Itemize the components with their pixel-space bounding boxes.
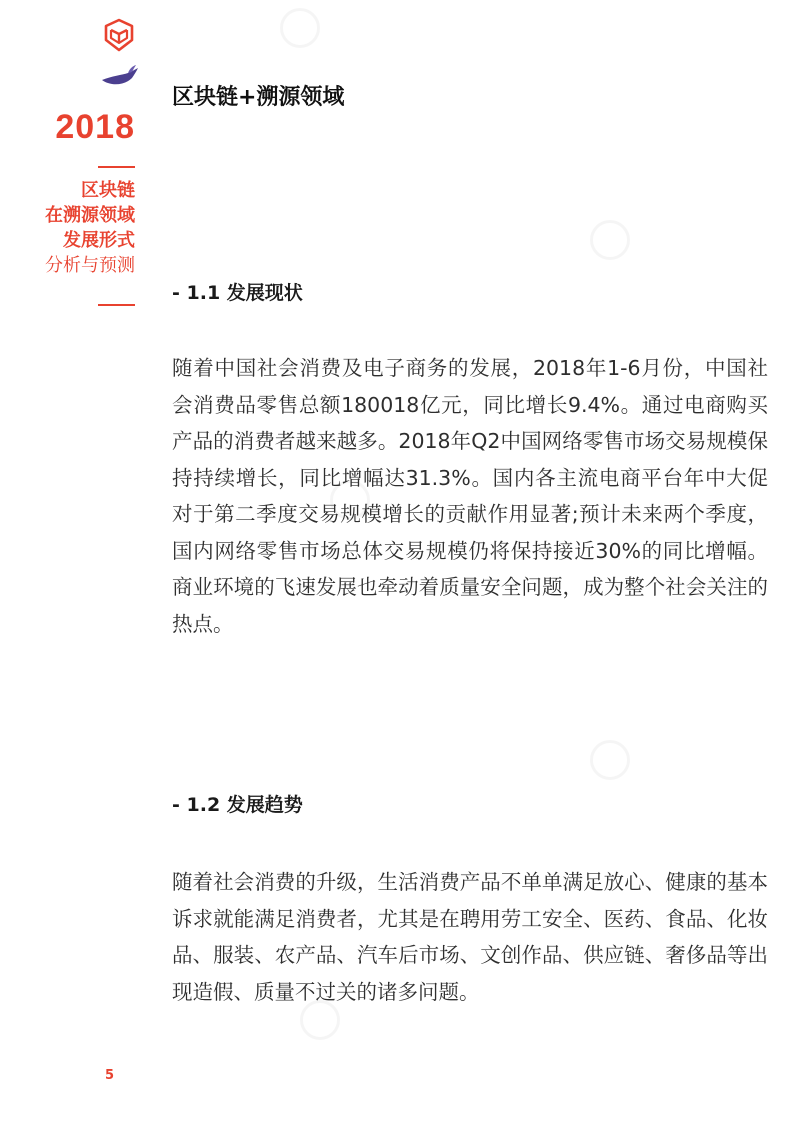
sidebar-title-line: 区块链 — [81, 180, 135, 201]
watermark-logo-icon — [280, 8, 320, 48]
page-number: 5 — [105, 1068, 115, 1083]
section-heading: - 1.1 发展现状 — [172, 282, 303, 304]
whale-icon — [100, 64, 140, 90]
section-heading: - 1.2 发展趋势 — [172, 794, 303, 816]
sidebar-title — [45, 178, 135, 278]
divider — [98, 304, 135, 306]
cube-shield-icon — [103, 18, 135, 52]
watermark-logo-icon — [590, 220, 630, 260]
section-body: 随着中国社会消费及电子商务的发展，2018年1-6月份，中国社会消费品零售总额180018亿元，同比增长9.4%。通过电商购买产品的消费者越来越多。2018年Q2中国网络零售市场交易规模保持持续增长，同比增幅达31.3%。国内各主流电商平台年中大促对于第二季度交易规模增长的贡献作用显著;预计未来两个季度，国内网络零售市场总体交易规模仍将保持接近30%的同比增幅。商业环境的飞速发展也牵动着质量安全问题，成为整个社会关注的热点。 — [172, 356, 768, 636]
watermark-logo-icon — [590, 740, 630, 780]
sidebar-title-line: 发展形式 — [63, 230, 135, 251]
section-body: 随着社会消费的升级，生活消费产品不单单满足放心、健康的基本诉求就能满足消费者，尤其是在聘用劳工安全、医药、食品、化妆品、服装、农产品、汽车后市场、文创作品、供应链、奢侈品等出现造假、质量不过关的诸多问题。 — [172, 870, 768, 1004]
divider — [98, 166, 135, 168]
sidebar-subtitle: 分析与预测 — [45, 255, 135, 276]
sidebar-title-line: 在溯源领域 — [45, 205, 135, 226]
page-title: 区块链+溯源领域 — [172, 85, 345, 110]
report-year: 2018 — [55, 108, 135, 146]
sidebar — [0, 0, 145, 1132]
